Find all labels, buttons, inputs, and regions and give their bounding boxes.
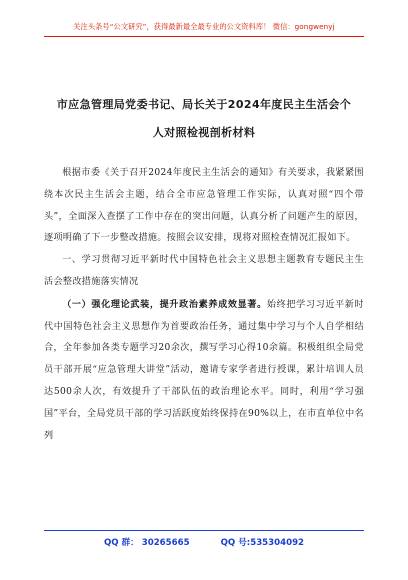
footer-qq-group: QQ 群： 30265665	[103, 538, 190, 548]
footer-divider	[44, 530, 364, 531]
header-banner: 关注头条号“公文研究”，获得最新最全最专业的公文资料库！ 微信：gongwenyj	[73, 22, 335, 31]
document-title-line2: 人对照检视剖析材料	[152, 126, 256, 139]
document-title-line1: 市应急管理局党委书记、局长关于2024年度民主生活会个	[56, 98, 352, 111]
section1-sub-label: （一）强化理论武装，提升政治素养成效显著。	[62, 298, 267, 310]
section1-heading: 一、学习贯彻习近平新时代中国特色社会主义思想主题教育专题民主生活会整改措施落实情况	[44, 255, 364, 287]
header-divider	[44, 36, 364, 37]
section1-sub-paragraph	[44, 294, 364, 448]
footer-contact	[0, 536, 408, 548]
intro-paragraph: 根据市委《关于召开2024年度民主生活会的通知》有关要求，我紧紧围绕本次民主生活会主题，结合全市应急管理工作实际，认真对照“四个带头”，全面深入查摆了工作中存在的突出问题，认真分析了问题产生的原因，逐项明确了下一步整改措施。按照会议安排，现将对照检查情况汇报如下。	[44, 168, 364, 244]
footer-qq-number: QQ 号:535304092	[220, 538, 305, 548]
document-body	[44, 163, 364, 447]
section1-sub-text: 始终把学习习近平新时代中国特色社会主义思想作为首要政治任务，通过集中学习与个人自学相结合，全年参加各类专题学习20余次，撰写学习心得10余篇。积极组织全局党员干部开展“应急管理大讲堂”活动，邀请专家学者进行授课，累计培训人员达500余人次，有效提升了干部队伍的政治理论水平。同时，利用“学习强国”平台，全局党员干部的学习活跃度始终保持在90%以上，在市直单位中名列	[44, 299, 364, 441]
